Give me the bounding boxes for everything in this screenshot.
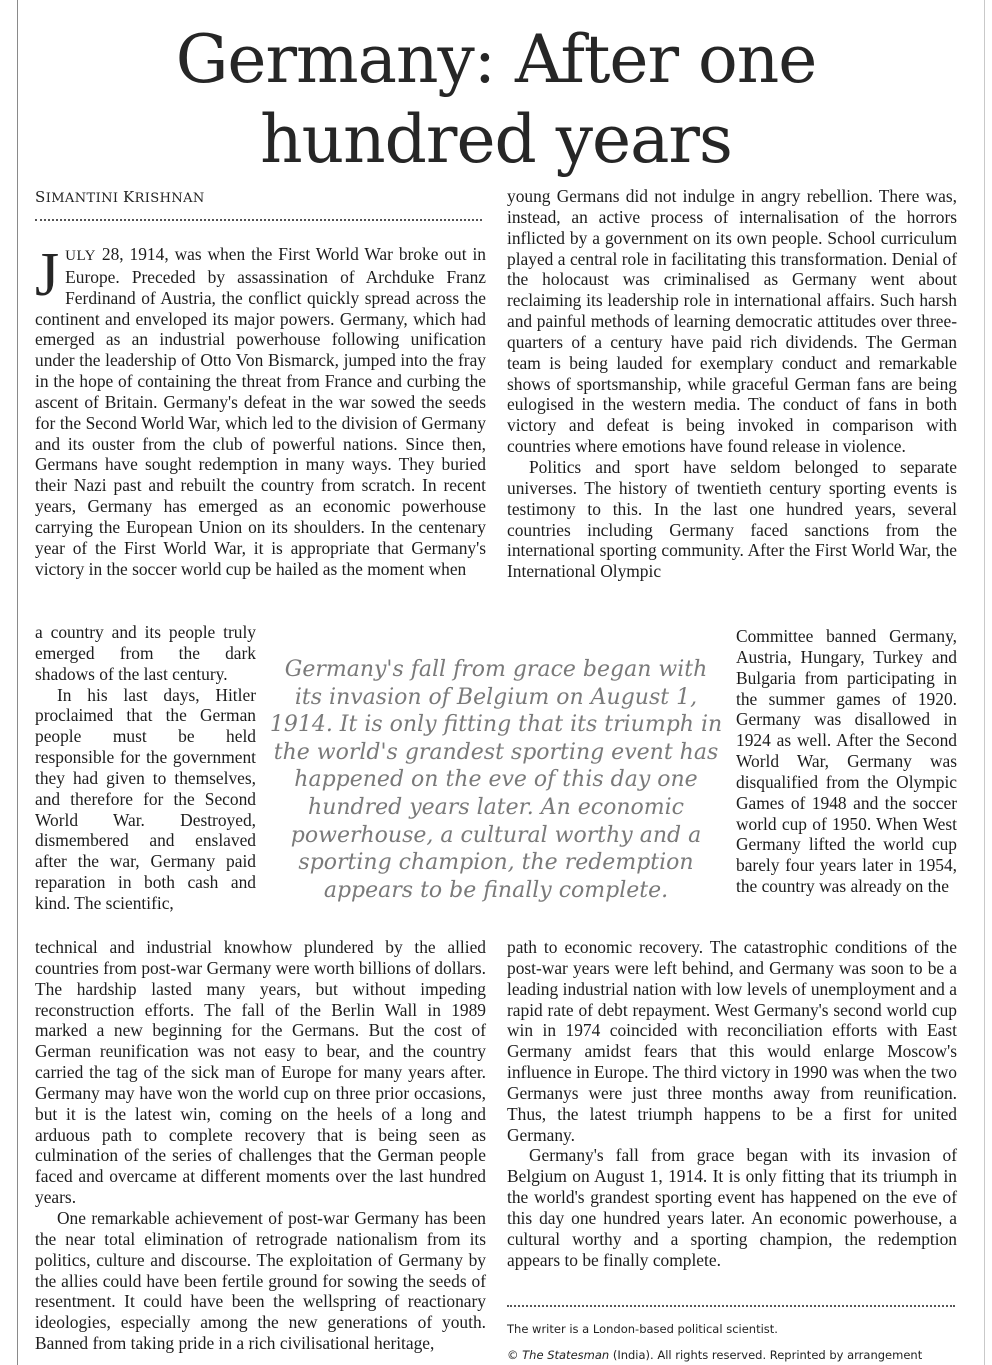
- lead-paragraph: JULY 28, 1914, was when the First World War broke out in Europe. Preceded by assassination of Archduke Franz Ferdinand of Austria, the conflict quickly spread across the continent and enveloped its major powers. Germany, which had emerged as an industrial powerhouse following unification under the leadership of Otto Von Bismarck, jumped into the fray in the hope of containing the threat from France and curbing the ascent of Britain. Germany's defeat in the war sowed the seeds for the Second World War, which led to the division of Germany and its ouster from the club of powerful nations. Since then, Germans have sought redemption in many ways. They buried their Nazi past and rebuilt the country from scratch. In recent years, Germany has emerged as an economic powerhouse carrying the European Union on its shoulders. In the centenary year of the First World War, it is appropriate that Germany's victory in the soccer world cup be hailed as the moment when: [35, 241, 486, 579]
- author-note: The writer is a London-based political scientist.: [507, 1322, 778, 1336]
- lead-paragraph-end: a country and its people truly emerged from the dark shadows of the last century.: [35, 622, 256, 684]
- byline-divider: [35, 219, 482, 221]
- paragraph-nationalism-cont: young Germans did not indulge in angry rebellion. There was, instead, an active process of internalisation of the horrors inflicted by a government on its own people. School curriculum played a central role in facilitating this transformation. Denial of the holocaust was criminalised as Germany went about reclaiming its leadership role in international affairs. Such harsh and painful methods of learning democratic attitudes over three-quarters of a century have paid rich dividends. The German team is being lauded for exemplary conduct and remarkable shows of sportsmanship, while graceful German fans are being eulogised in the western media. The conduct of fans in both victory and defeat is being invoked in comparison with countries where emotions have found release in violence.: [507, 186, 957, 457]
- left-column-bottom: [35, 937, 486, 1354]
- paragraph-world-cups: path to economic recovery. The catastrophic conditions of the post-war years were left behind, and Germany was soon to be a leading industrial nation with low levels of unemployment and a rapid rate of debt repayment. West Germany's second world cup win in 1974 coincided with reconciliation efforts with East Germany amidst fears that this would enlarge Moscow's influence in Europe. The third victory in 1990 was when the two Germanys were just three months away from reunification. Thus, the latest triumph happens to be a first for united Germany.: [507, 937, 957, 1145]
- paragraph-nationalism: One remarkable achievement of post-war Germany has been the near total elimination of retrograde nationalism from its politics, culture and discourse. The exploitation of Germany by the allies could have been fertile ground for sowing the seeds of resentment. It could have been the wellspring of reactionary ideologies, especially among the new generations of youth. Banned from taking pride in a rich civilisational heritage,: [35, 1207, 486, 1354]
- paragraph-hitler: In his last days, Hitler proclaimed that the German people must be held responsible for the government they had given to themselves, and therefore for the Second World War. Destroyed, dismembered and enslaved after the war, Germany paid reparation in both cash and kind. The scientific,: [35, 684, 256, 913]
- right-column-narrow: [736, 626, 957, 897]
- paragraph-olympic-bans: Committee banned Germany, Austria, Hungary, Turkey and Bulgaria from participating in the summer games of 1920. Germany was disallowed in 1924 as well. After the Second World War, Germany was disqualified from the Olympic Games of 1948 and the soccer world cup of 1950. When West Germany lifted the world cup barely four years later in 1954, the country was already on the: [736, 626, 957, 897]
- drop-cap: J: [35, 241, 60, 309]
- footer-divider: [507, 1305, 955, 1307]
- page-border-left: [17, 0, 18, 1365]
- paragraph-politics-sport: Politics and sport have seldom belonged to separate universes. The history of twentieth century sporting events is testimony to this. In the last one hundred years, several countries including Germany faced sanctions from the international sporting community. After the First World War, the International Olympic: [507, 456, 957, 582]
- byline: SIMANTINI KRISHNAN: [35, 188, 205, 206]
- left-column-top: [35, 241, 486, 580]
- page-border-right: [984, 0, 985, 1365]
- right-column-top: [507, 186, 957, 582]
- paragraph-conclusion: Germany's fall from grace began with its invasion of Belgium on August 1, 1914. It is only fitting that its triumph in the world's grandest sporting event has happened on the eve of this day one hundred years later. An economic powerhouse, a cultural worthy and a sporting champion, the redemption appears to be finally complete.: [507, 1145, 957, 1270]
- right-column-bottom: [507, 937, 957, 1271]
- left-column-narrow: [35, 622, 256, 914]
- copyright-line: © The Statesman (India). All rights reserved. Reprinted by arrangement: [507, 1348, 923, 1362]
- article-headline: Germany: After one hundred years: [175, 21, 817, 178]
- pull-quote: Germany's fall from grace began with its invasion of Belgium on August 1, 1914. It is only fitting that its triumph in the world's grandest sporting event has happened on the eve of this day one hundred years later. An economic powerhouse, a cultural worthy and a sporting champion, the redemption appears to be finally complete.: [269, 657, 723, 903]
- paragraph-hitler-end: technical and industrial knowhow plundered by the allied countries from post-war Germany were worth billions of dollars. The hardship lasted many years, but without impeding reconstruction efforts. The fall of the Berlin Wall in 1989 marked a new beginning for the Germans. But the cost of German reunification was not easy to bear, and the country carried the tag of the sick man of Europe for many years after. Germany may have won the world cup on three prior occasions, but it is the latest win, coming on the heels of a long and arduous path to complete recovery that is being seen as culmination of the series of challenges that the German people faced and overcame at different moments over the last hundred years.: [35, 937, 486, 1208]
